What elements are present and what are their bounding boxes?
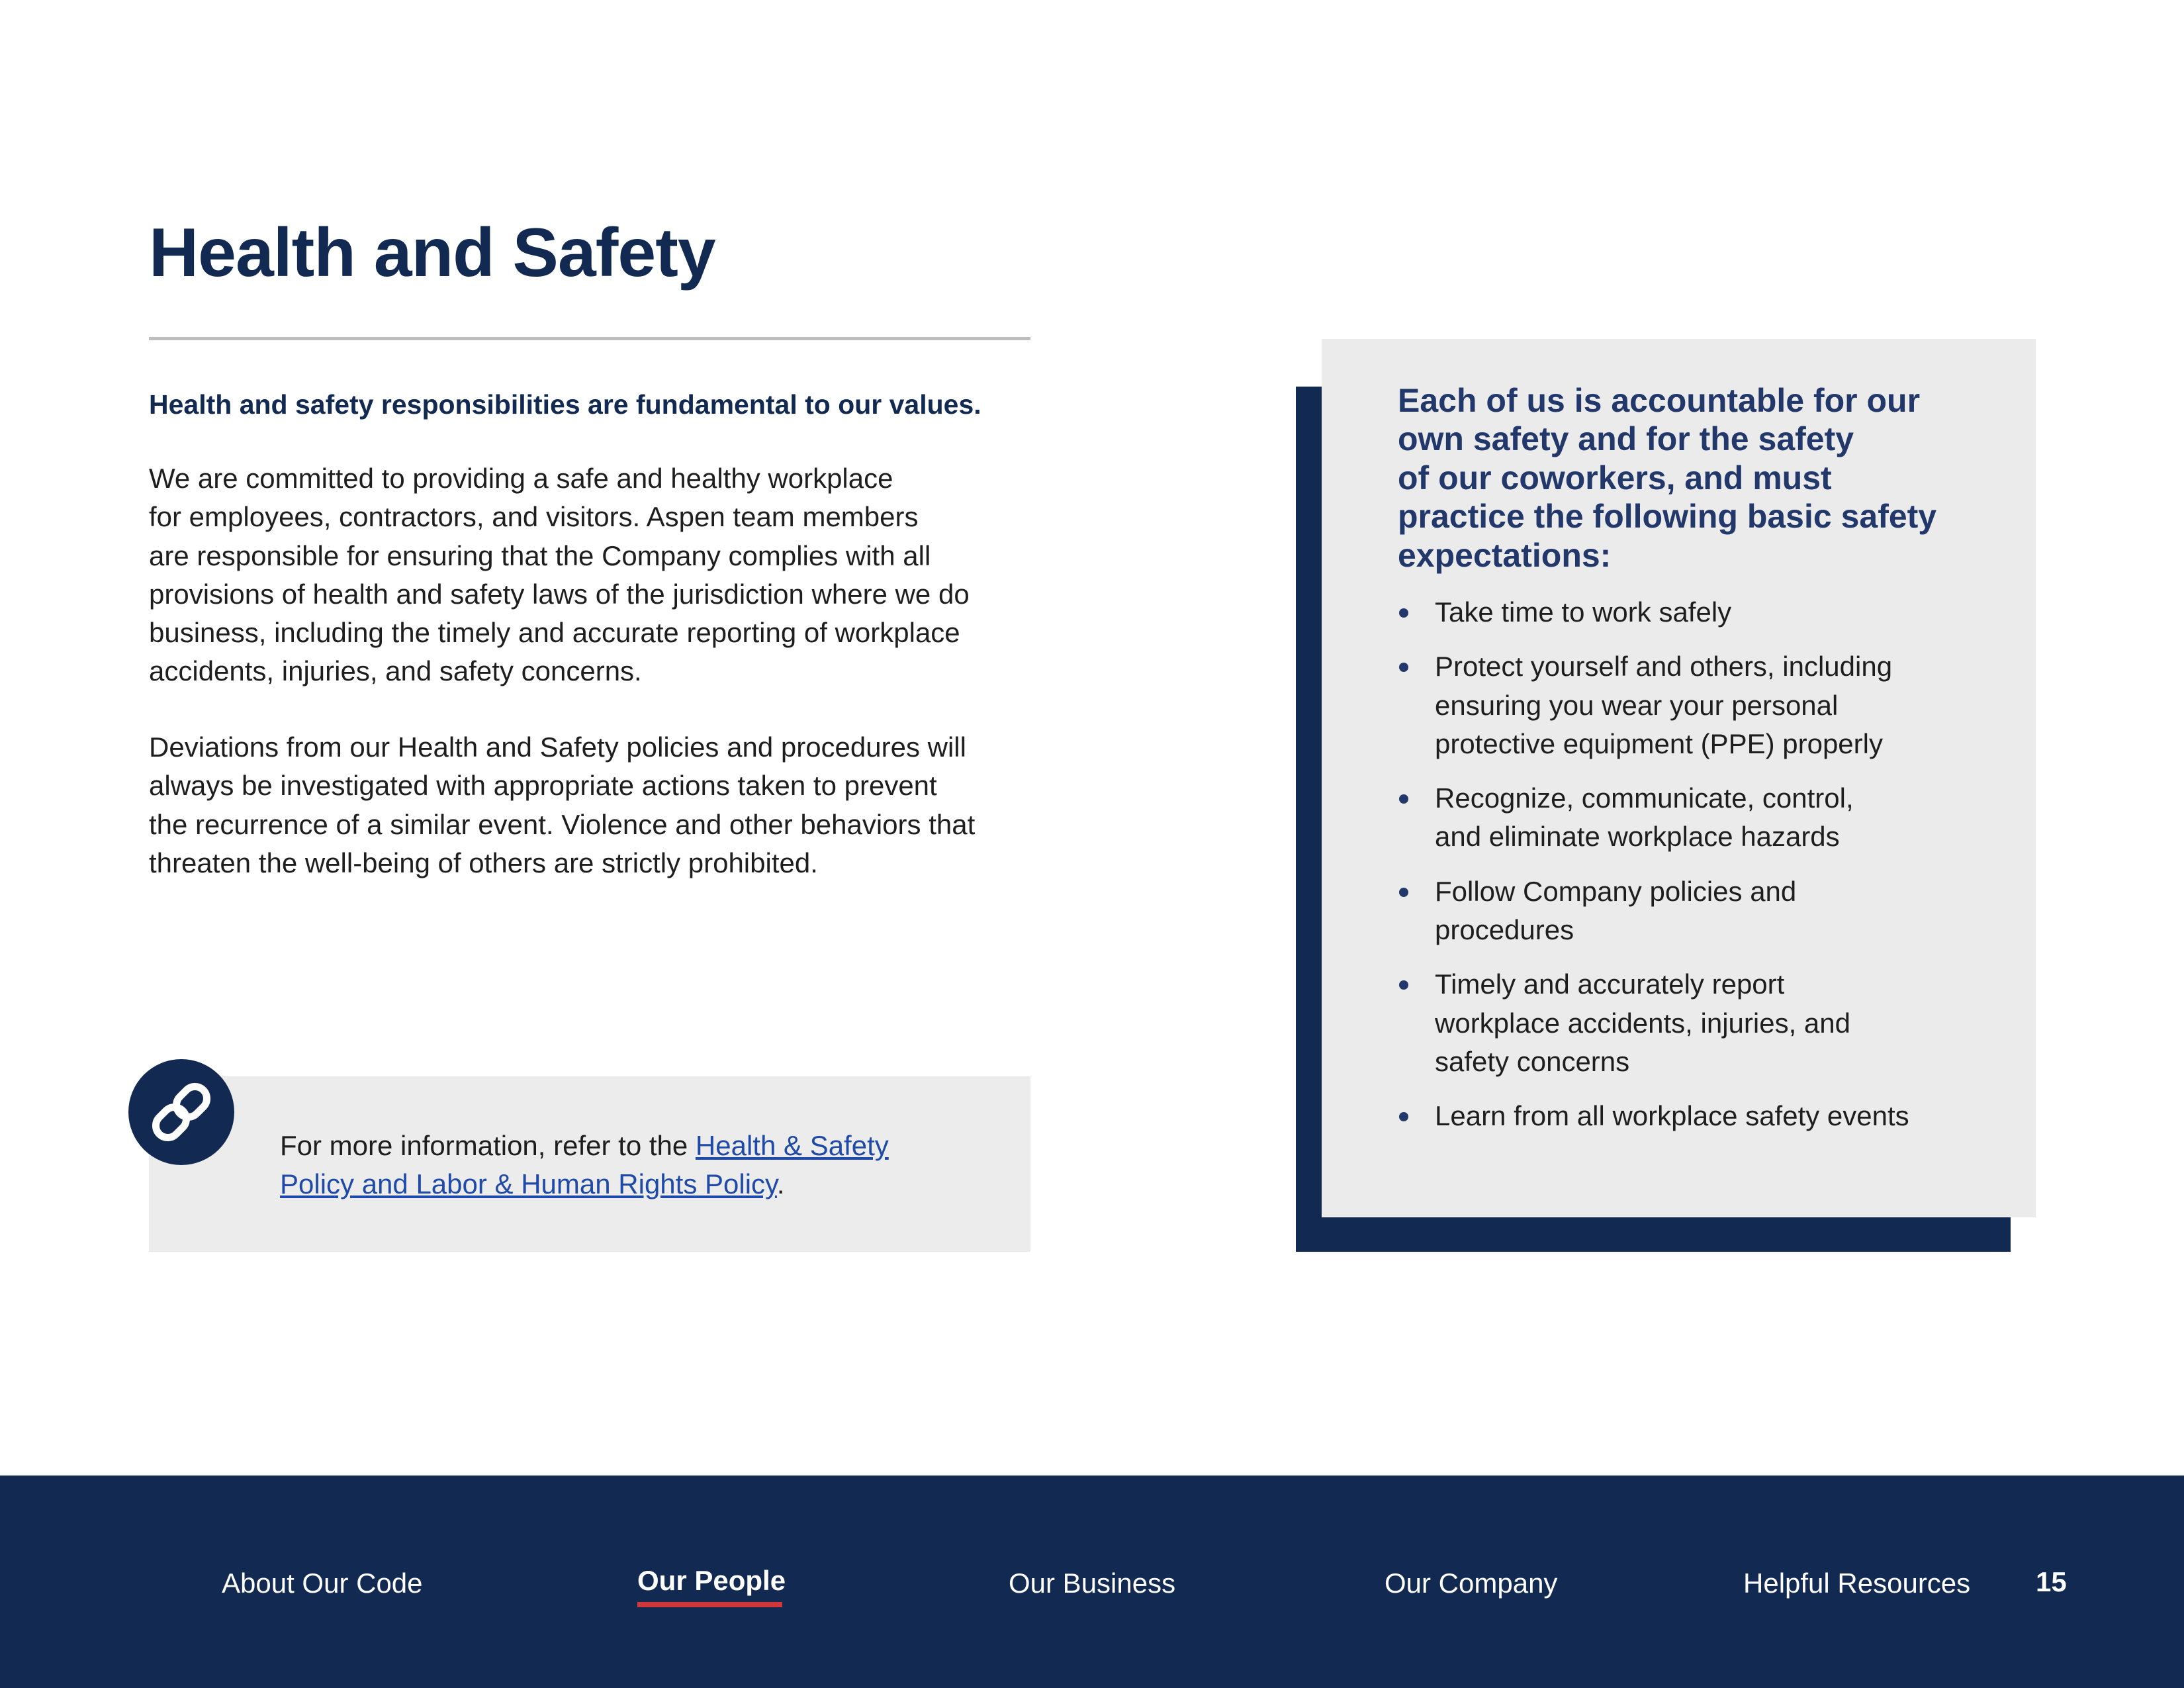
- bullet-line: procedures: [1435, 914, 1574, 946]
- text-line: business, including the timely and accurate reporting of workplace: [149, 617, 960, 649]
- nav-our-company[interactable]: Our Company: [1385, 1568, 1558, 1599]
- text-line: Deviations from our Health and Safety policies and procedures will: [149, 731, 966, 763]
- heading-line: expectations:: [1398, 536, 1612, 574]
- text-line: provisions of health and safety laws of the jurisdiction where we do: [149, 578, 970, 610]
- bullet-line: Follow Company policies and: [1435, 875, 1797, 907]
- bullet-item: [1398, 1097, 1909, 1135]
- bullet-item: [1398, 647, 1909, 763]
- more-info-line-1: [280, 1127, 889, 1165]
- text-line: We are committed to providing a safe and healthy workplace: [149, 463, 893, 494]
- page-title: Health and Safety: [149, 214, 715, 291]
- heading-line: own safety and for the safety: [1398, 420, 1854, 458]
- active-nav-indicator: [637, 1602, 782, 1607]
- bullet-line: Recognize, communicate, control,: [1435, 782, 1854, 814]
- bullet-line: Timely and accurately report: [1435, 968, 1785, 1000]
- text-line: threaten the well-being of others are strictly prohibited.: [149, 847, 818, 878]
- bullet-item: [1398, 965, 1909, 1081]
- bullet-line: safety concerns: [1435, 1045, 1630, 1077]
- bullet-line: workplace accidents, injuries, and: [1435, 1007, 1850, 1039]
- bullet-line: ensuring you wear your personal: [1435, 689, 1839, 721]
- nav-our-people[interactable]: Our People: [637, 1565, 786, 1596]
- nav-helpful-resources[interactable]: Helpful Resources: [1743, 1568, 1971, 1599]
- link-icon-graphic: [128, 1059, 234, 1165]
- bullet-item: [1398, 872, 1909, 950]
- text-line: always be investigated with appropriate actions taken to prevent: [149, 770, 937, 802]
- bullet-line: Protect yourself and others, including: [1435, 651, 1893, 682]
- safety-bullet-list: [1398, 593, 1909, 1152]
- heading-line: practice the following basic safety: [1398, 498, 1937, 536]
- more-info-line-2: [280, 1165, 889, 1203]
- intro-statement: Health and safety responsibilities are fundamental to our values.: [149, 389, 981, 420]
- bullet-line: protective equipment (PPE) properly: [1435, 727, 1883, 759]
- policy-link-continued[interactable]: Policy and Labor & Human Rights Policy: [280, 1168, 777, 1199]
- page-number: 15: [2036, 1566, 2067, 1597]
- heading-line: Each of us is accountable for our: [1398, 382, 1921, 419]
- nav-our-business[interactable]: Our Business: [1009, 1568, 1176, 1599]
- bullet-line: Take time to work safely: [1435, 596, 1732, 628]
- paragraph-commitment: [149, 459, 1030, 691]
- paragraph-deviations: [149, 728, 1030, 882]
- title-divider: [149, 337, 1030, 340]
- text-line: accidents, injuries, and safety concerns.: [149, 655, 642, 687]
- text-line: for employees, contractors, and visitors. Aspen team members: [149, 501, 919, 533]
- bullet-item: [1398, 593, 1909, 632]
- more-info-text: [280, 1127, 889, 1203]
- heading-line: of our coworkers, and must: [1398, 459, 1832, 496]
- more-info-suffix: .: [776, 1168, 785, 1199]
- bullet-item: [1398, 779, 1909, 857]
- nav-about-our-code[interactable]: About Our Code: [222, 1568, 423, 1599]
- text-line: are responsible for ensuring that the Company complies with all: [149, 539, 931, 571]
- link-icon: [128, 1059, 234, 1165]
- bullet-line: and eliminate workplace hazards: [1435, 821, 1840, 853]
- bullet-line: Learn from all workplace safety events: [1435, 1100, 1909, 1132]
- more-info-prefix: For more information, refer to the: [280, 1130, 696, 1161]
- text-line: the recurrence of a similar event. Violence and other behaviors that: [149, 808, 976, 840]
- card-heading: [1398, 381, 1936, 575]
- policy-link[interactable]: Health & Safety: [695, 1130, 889, 1161]
